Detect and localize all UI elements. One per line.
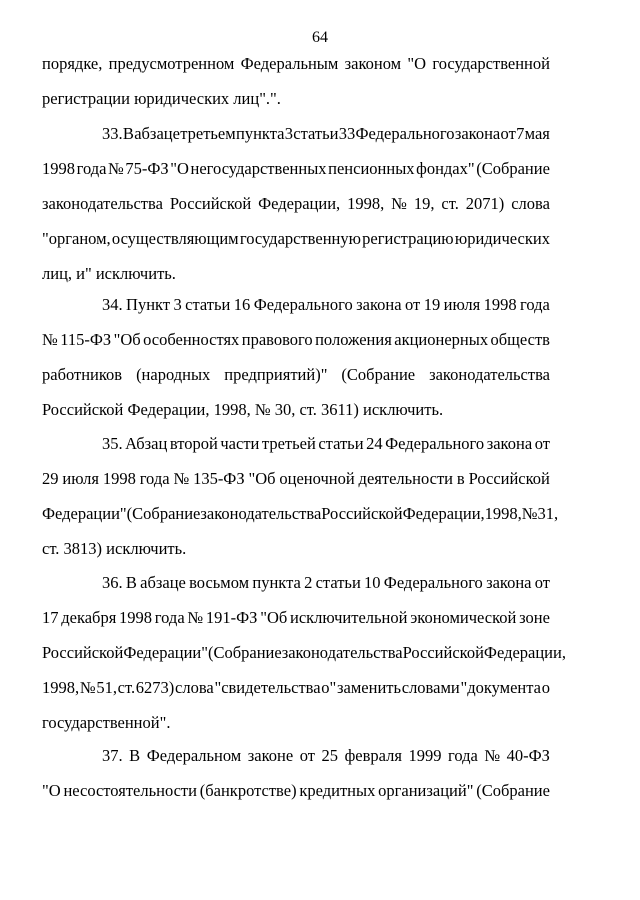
text-line: государственной". [42,713,171,732]
text-line: Российской Федерации, 1998, № 30, ст. 3611) исключить. [42,400,444,419]
text-line: 37. В Федеральном законе от 25 февраля 1999 года № 40-ФЗ [102,746,550,765]
text-line: 34. Пункт 3 статьи 16 Федерального закона от 19 июля 1998 года [102,295,550,314]
text-line: 36. В абзаце восьмом пункта 2 статьи 10 Федерального закона от [102,573,550,592]
text-line: законодательства Российской Федерации, 1998, № 19, ст. 2071) слова [42,194,550,213]
text-line: № 115-ФЗ "Об особенностях правового положения акционерных обществ [42,330,550,349]
text-line: "органом, осуществляющим государственную регистрацию юридических [42,229,550,248]
text-line: порядке, предусмотренном Федеральным законом "О государственной [42,54,550,73]
paragraph-37 [42,738,550,808]
paragraph-35 [42,426,559,566]
text-line: 1998 года № 75-ФЗ "О негосударственных пенсионных фондах" (Собрание [42,159,550,178]
paragraph-continuation [42,46,550,116]
text-line: "О несостоятельности (банкротстве) кредитных организаций" (Собрание [42,781,550,800]
text-line: 35. Абзац второй части третьей статьи 24 Федерального закона от [102,434,550,453]
text-line: 1998, № 51, ст. 6273) слова "свидетельства о" заменить словами "документа о [42,678,550,697]
text-line: 33. В абзаце третьем пункта 3 статьи 33 Федерального закона от 7 мая [102,124,550,143]
text-line: лиц, и" исключить. [42,264,176,283]
text-line: Российской Федерации" (Собрание законодательства Российской Федерации, [42,643,566,662]
paragraph-36 [42,565,566,740]
text-line: ст. 3813) исключить. [42,539,187,558]
text-line: работников (народных предприятий)" (Собрание законодательства [42,365,550,384]
paragraph-33 [42,116,550,291]
paragraph-34 [42,287,550,427]
text-line: регистрации юридических лиц".". [42,89,281,108]
text-line: 17 декабря 1998 года № 191-ФЗ "Об исключительной экономической зоне [42,608,550,627]
page-number: 64 [312,29,328,46]
text-line: Федерации" (Собрание законодательства Российской Федерации, 1998, № 31, [42,504,559,523]
text-line: 29 июля 1998 года № 135-ФЗ "Об оценочной деятельности в Российской [42,469,550,488]
